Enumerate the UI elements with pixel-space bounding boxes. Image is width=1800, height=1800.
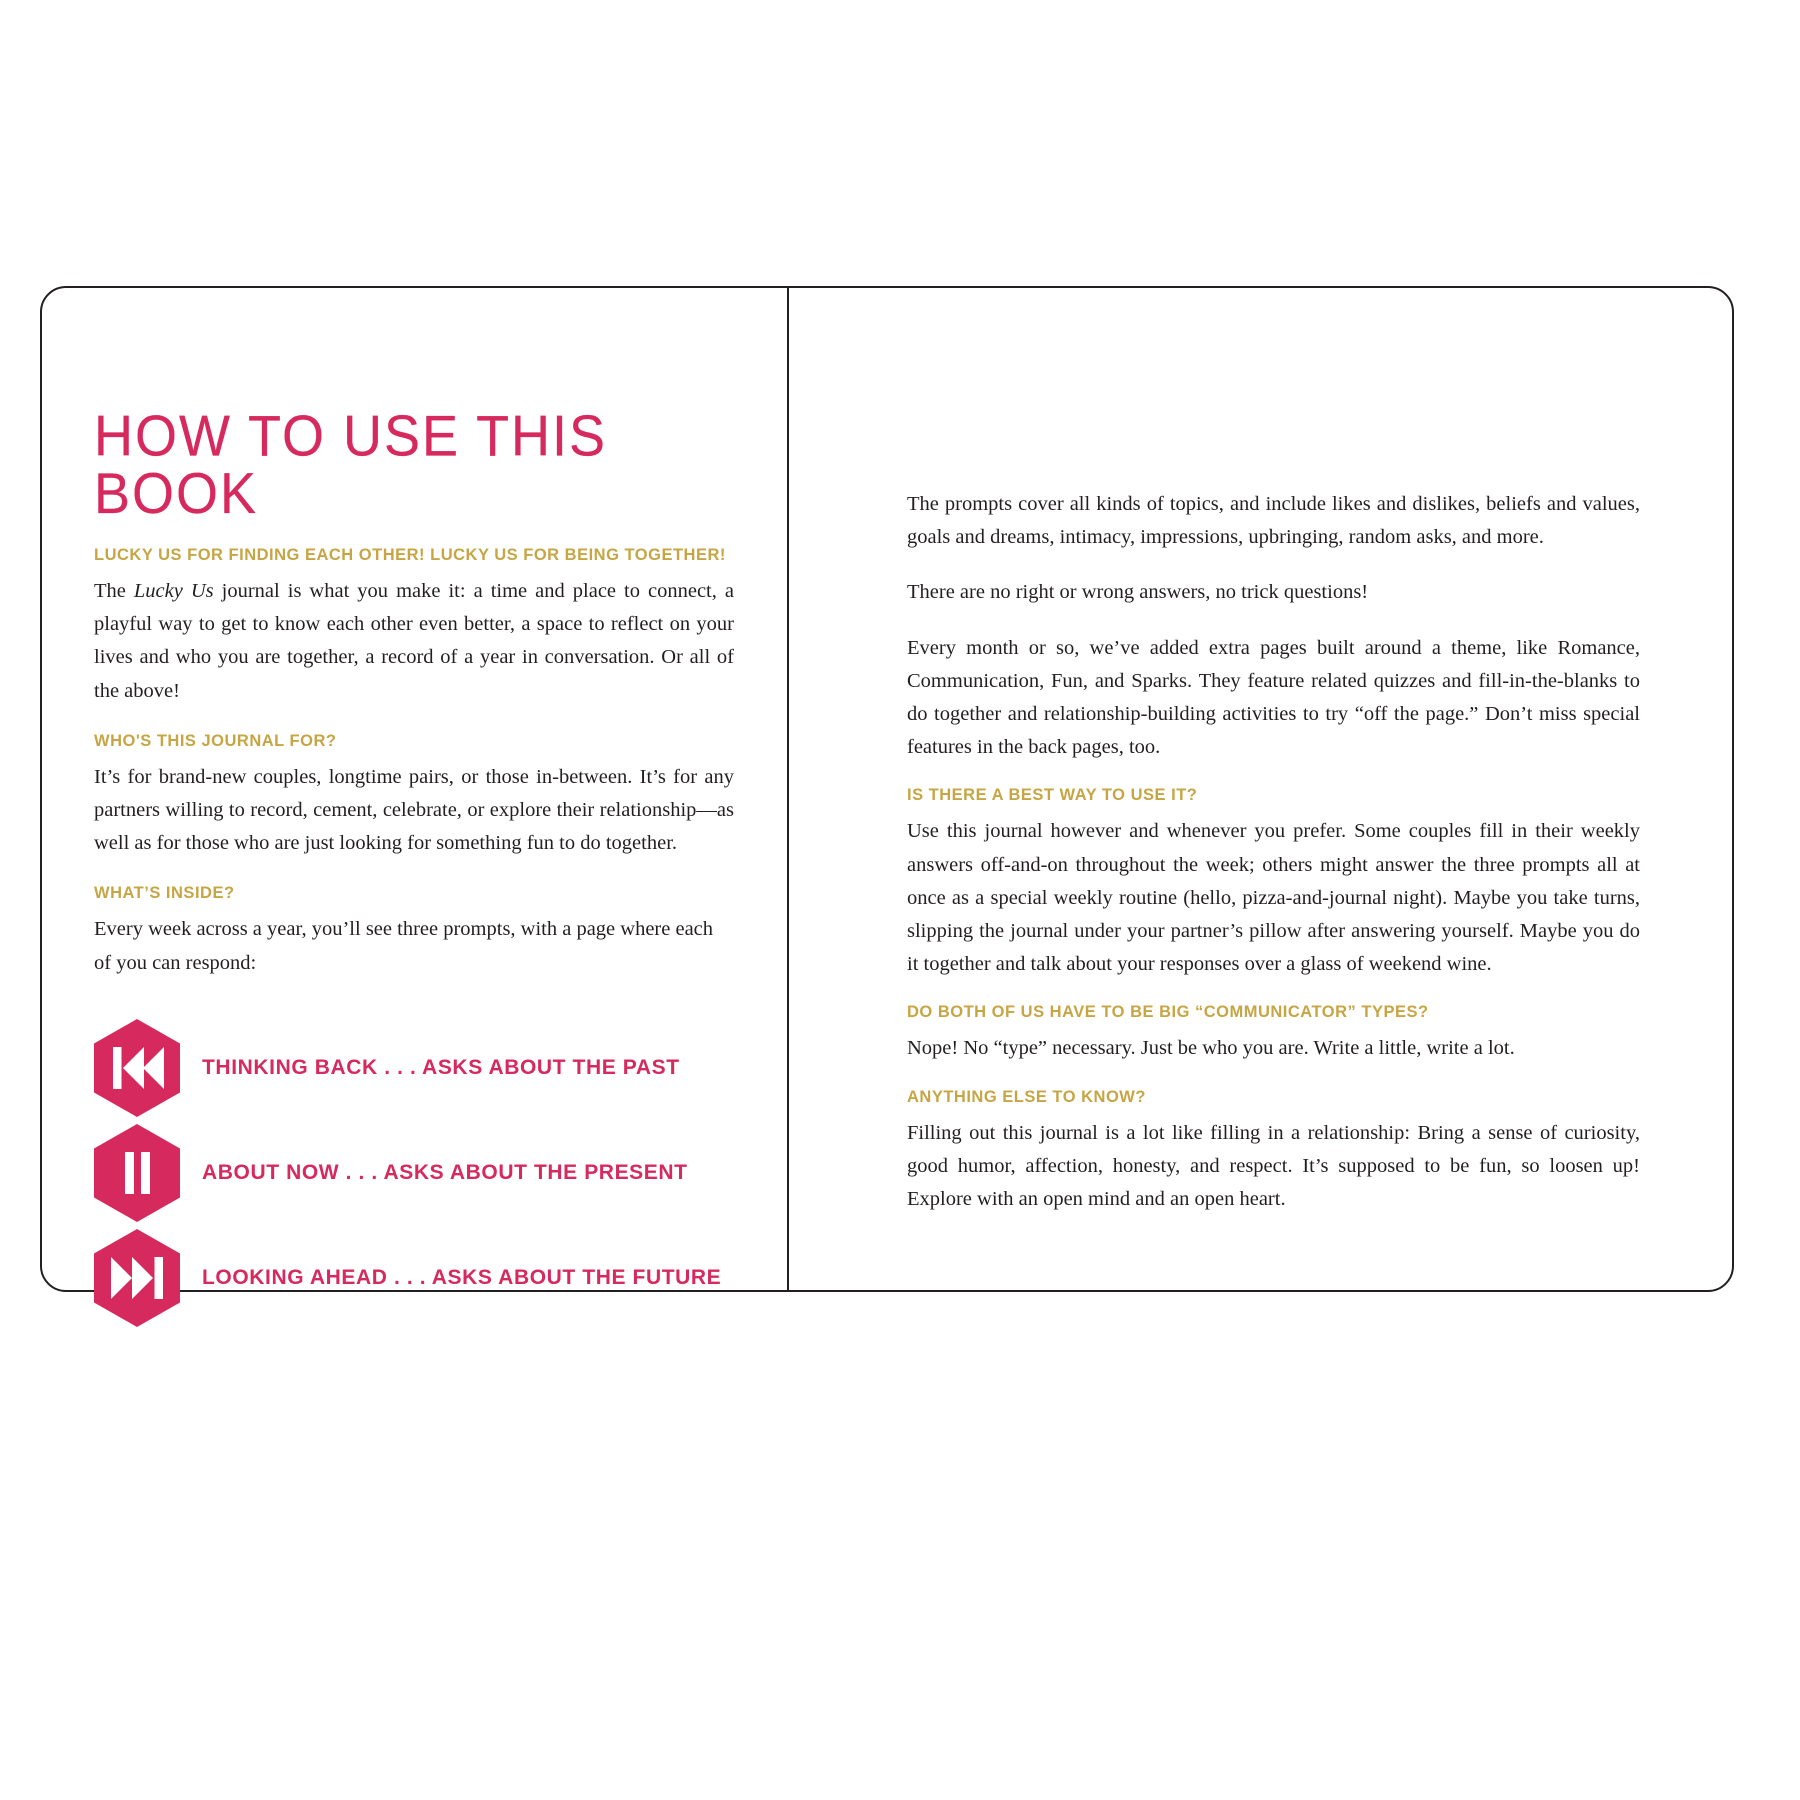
prompt-type-label-thinking-back: THINKING BACK . . . ASKS ABOUT THE PAST (202, 1055, 680, 1079)
left-page (42, 288, 787, 1290)
prompt-type-label-about-now: ABOUT NOW . . . ASKS ABOUT THE PRESENT (202, 1160, 688, 1184)
section-heading-whats-inside: WHAT’S INSIDE? (94, 884, 235, 903)
page-title: HOW TO USE THIS BOOK (94, 404, 608, 526)
paragraph-text-pre: The (94, 580, 134, 602)
paragraph-lucky-us (94, 575, 734, 708)
right-page-content (907, 488, 1640, 1238)
section-heading: ANYTHING ELSE TO KNOW? (907, 1087, 1146, 1106)
paragraph-whos-this-for: It’s for brand-new couples, longtime pairs, or those in-between. It’s for any partners willing to record, cement, celebrate, or explore their relationship—as well as for those who are just looking for something fun to do together. (94, 765, 734, 855)
rewind-icon (94, 1019, 180, 1117)
prompt-type-row-looking-ahead (94, 1226, 734, 1330)
paragraph: Nope! No “type” necessary. Just be who you are. Write a little, write a lot. (907, 1037, 1515, 1060)
paragraph: The prompts cover all kinds of topics, and include likes and dislikes, beliefs and values, goals and dreams, intimacy, impressions, upbringing, random asks, and more. (907, 493, 1640, 549)
section-heading: IS THERE A BEST WAY TO USE IT? (907, 786, 1198, 805)
prompt-type-label-looking-ahead: LOOKING AHEAD . . . ASKS ABOUT THE FUTURE (202, 1265, 722, 1289)
paragraph-whats-inside: Every week across a year, you’ll see three prompts, with a page where each of you can respond: (94, 918, 714, 974)
paragraph-text-post: journal is what you make it: a time and place to connect, a playful way to get to know each other even better, a space to reflect on your lives and who you are together, a record of a year in conversation. Or all of the above! (94, 580, 734, 702)
section-heading-whos-this-for: WHO'S THIS JOURNAL FOR? (94, 731, 337, 750)
journal-name-italic: Lucky Us (133, 580, 214, 602)
paragraph: Every month or so, we’ve added extra pages built around a theme, like Romance, Communication, Fun, and Sparks. They feature related quizzes and fill-in-the-blanks to do together and relationship-building activities to try “off the page.” Don’t miss special features in the back pages, too. (907, 636, 1640, 759)
book-spread (40, 286, 1734, 1292)
section-heading: DO BOTH OF US HAVE TO BE BIG “COMMUNICATOR” TYPES? (907, 1003, 1429, 1022)
paragraph: Use this journal however and whenever you prefer. Some couples fill in their weekly answers off-and-on throughout the week; others might answer the three prompts all at once as a special weekly routine (hello, pizza-and-journal night). Maybe you take turns, slipping the journal under your partner’s pillow after answering yourself. Maybe you do it together and talk about your responses over a glass of weekend wine. (907, 820, 1640, 976)
left-page-content (94, 404, 734, 1331)
paragraph: There are no right or wrong answers, no trick questions! (907, 581, 1369, 604)
pause-icon (94, 1124, 180, 1222)
prompt-type-row-about-now (94, 1121, 734, 1225)
prompt-type-row-thinking-back (94, 1016, 734, 1120)
section-heading-lucky-us: LUCKY US FOR FINDING EACH OTHER! LUCKY US FOR BEING TOGETHER! (94, 546, 726, 564)
paragraph: Filling out this journal is a lot like filling in a relationship: Bring a sense of curiosity, good humor, affection, honesty, and respect. It’s supposed to be fun, so loosen up! Explore with an open mind and an open heart. (907, 1121, 1640, 1211)
fast-forward-icon (94, 1229, 180, 1327)
right-page (789, 288, 1732, 1290)
prompt-type-list (94, 1016, 734, 1330)
